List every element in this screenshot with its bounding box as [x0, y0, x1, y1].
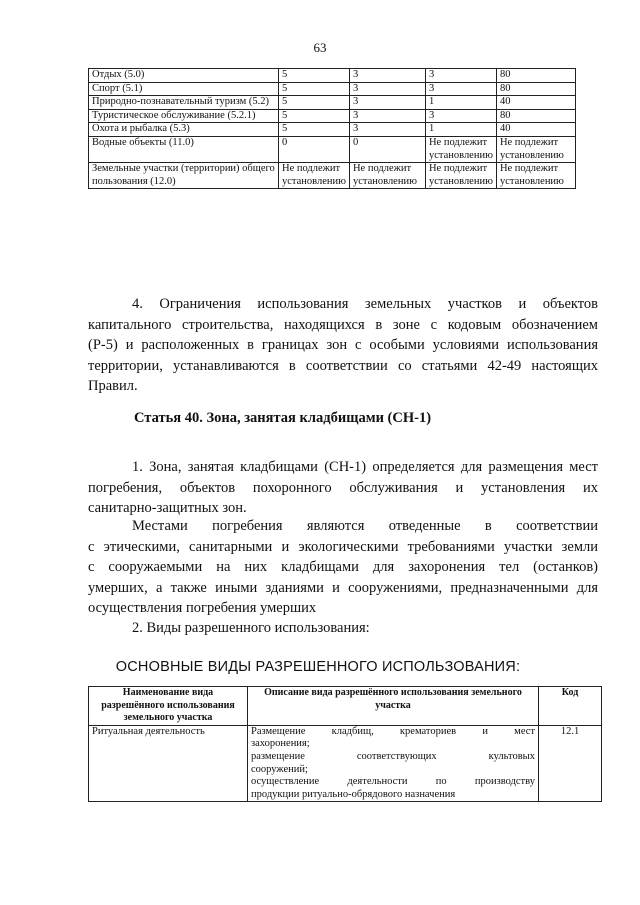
header-code: Код: [539, 687, 602, 726]
table-row: [89, 136, 576, 162]
description-line: захоронения;: [251, 738, 310, 750]
row-value: 3: [425, 69, 496, 83]
row-value: 3: [349, 69, 425, 83]
row-value: 1: [425, 123, 496, 137]
use-description: [248, 725, 539, 802]
row-value: 5: [279, 82, 350, 96]
table-row: [89, 96, 576, 110]
row-value: 80: [496, 82, 575, 96]
use-name: Ритуальная деятельность: [89, 725, 248, 802]
paragraph-2: 2. Виды разрешенного использования:: [132, 620, 370, 636]
row-value: 3: [349, 96, 425, 110]
description-line: сооружений;: [251, 763, 308, 775]
row-value: 80: [496, 69, 575, 83]
table-title: ОСНОВНЫЕ ВИДЫ РАЗРЕШЕННОГО ИСПОЛЬЗОВАНИЯ:: [115, 659, 521, 675]
row-value: 3: [425, 109, 496, 123]
table-row: [89, 82, 576, 96]
row-value: 5: [279, 69, 350, 83]
table-row: [89, 725, 602, 802]
row-name: Земельные участки (территории) общего пользования (12.0): [89, 163, 279, 189]
page-number: 63: [313, 40, 327, 55]
description-line: Размещение кладбищ, крематориев и мест: [251, 725, 535, 737]
description-line: продукции ритуально-обрядового назначения: [251, 788, 456, 800]
row-value: 0: [349, 136, 425, 162]
row-name: Туристическое обслуживание (5.2.1): [89, 109, 279, 123]
table-row: [89, 163, 576, 189]
row-value: 5: [279, 123, 350, 137]
table-row: [89, 69, 576, 83]
row-value: 5: [279, 96, 350, 110]
header-description: Описание вида разрешённого использования земельного участка: [248, 687, 539, 726]
row-value: Не подлежит установлению: [279, 163, 350, 189]
permitted-uses-table: [88, 686, 602, 802]
row-value: Не подлежит установлению: [349, 163, 425, 189]
row-name: Водные объекты (11.0): [89, 136, 279, 162]
row-value: 1: [425, 96, 496, 110]
row-value: 3: [425, 82, 496, 96]
row-value: 40: [496, 96, 575, 110]
row-value: 3: [349, 82, 425, 96]
header-name: Наименование вида разрешённого использования земельного участка: [89, 687, 248, 726]
table-row: [89, 123, 576, 137]
row-name: Охота и рыбалка (5.3): [89, 123, 279, 137]
row-name: Спорт (5.1): [89, 82, 279, 96]
row-name: Отдых (5.0): [89, 69, 279, 83]
description-line: осуществление деятельности по производству: [251, 776, 535, 788]
row-value: Не подлежит установлению: [496, 136, 575, 162]
row-value: Не подлежит установлению: [425, 136, 496, 162]
article-heading: Статья 40. Зона, занятая кладбищами (СН-1): [134, 410, 432, 426]
row-value: 40: [496, 123, 575, 137]
row-value: Не подлежит установлению: [425, 163, 496, 189]
row-value: 80: [496, 109, 575, 123]
description-line: размещение соответствующих культовых: [251, 750, 535, 762]
row-name: Природно-познавательный туризм (5.2): [89, 96, 279, 110]
row-value: 3: [349, 109, 425, 123]
row-value: 3: [349, 123, 425, 137]
paragraph-burial-places: Местами погребения являются отведенные в соответствии с этическими, санитарными и экологическими требованиями участки земли с сооружаемыми на них кладбищами для захоронения тел (останков) умерших, а также иными зданиями и сооружениями, предназначенными для осуществления погребения умерших: [88, 518, 598, 616]
table-row: [89, 109, 576, 123]
paragraph-1: 1. Зона, занятая кладбищами (СН-1) определяется для размещения мест погребения, объектов похоронного обслуживания и установления их санитарно-защитных зон.: [88, 459, 598, 516]
use-code: 12.1: [539, 725, 602, 802]
row-value: Не подлежит установлению: [496, 163, 575, 189]
row-value: 0: [279, 136, 350, 162]
row-value: 5: [279, 109, 350, 123]
parameters-table: [88, 68, 576, 189]
paragraph-4: 4. Ограничения использования земельных участков и объектов капитального строительства, находящихся в зоне с кодовым обозначением (Р-5) и расположенных в границах зон с особыми условиями использования территории, устанавливаются в соответствии со статьями 42-49 настоящих Правил.: [88, 296, 598, 394]
